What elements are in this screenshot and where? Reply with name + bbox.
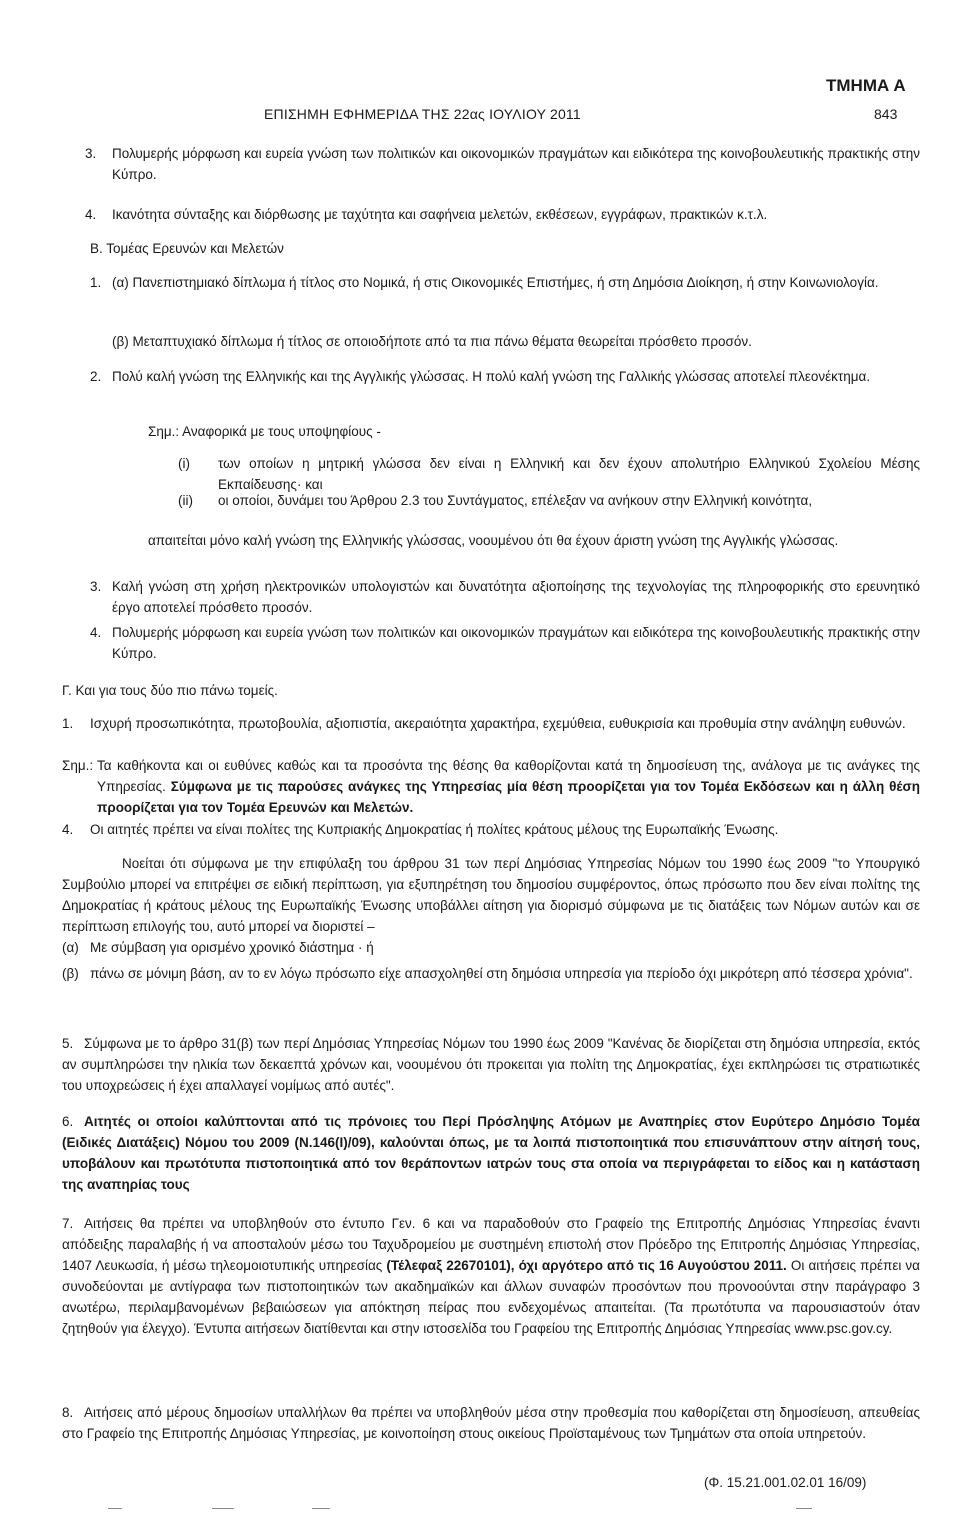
paragraph-text: Ισχυρή προσωπικότητα, πρωτοβουλία, αξιοπιστία, ακεραιότητα χαρακτήρα, εχεμύθεια, ευθυκρισία και προθυμία στην ανάληψη ευθυνών. <box>90 716 906 731</box>
paragraph-text: Πολύ καλή γνώση της Ελληνικής και της Αγγλικής γλώσσας. Η πολύ καλή γνώση της Γαλλικής γλώσσας αποτελεί πλεονέκτημα. <box>112 369 871 384</box>
item-number: 8. <box>62 1405 74 1420</box>
paragraph-text: οι οποίοι, δυνάμει του Άρθρου 2.3 του Συντάγματος, επέλεξαν να ανήκουν στην Ελληνική κοινότητα, <box>218 493 813 508</box>
subitem-number: (i) <box>178 456 190 471</box>
paragraph <box>90 713 920 734</box>
paragraph <box>62 1402 920 1444</box>
section-heading: Γ. Και για τους δύο πιο πάνω τομείς. <box>62 683 278 698</box>
gazette-title: ΕΠΙΣΗΜΗ ΕΦΗΜΕΡΙΔΑ ΤΗΣ 22ας ΙΟΥΛΙΟΥ 2011 <box>264 106 581 122</box>
paragraph <box>62 1111 920 1195</box>
file-reference: (Φ. 15.21.001.02.01 16/09) <box>704 1475 867 1490</box>
note-text: Τα καθήκοντα και οι ευθύνες καθώς και τα προσόντα της θέσης θα καθορίζονται κατά τη δημοσίευση της, ανάλογα με τις ανάγκες της Υπηρεσίας. <box>97 758 920 794</box>
section-heading: Β. Τομέας Ερευνών και Μελετών <box>90 241 284 256</box>
note <box>148 424 381 440</box>
paragraph-text: (β) Μεταπτυχιακό δίπλωμα ή τίτλος σε οποιοδήποτε από τα πια πάνω θέματα θεωρείται πρόσθετο προσόν. <box>112 334 752 349</box>
scan-speck <box>108 1508 122 1509</box>
paragraph <box>90 963 920 984</box>
paragraph-text: απαιτείται μόνο καλή γνώση της Ελληνικής γλώσσας, νοουμένου ότι θα έχουν άριστη γνώση της Αγγλικής γλώσσας. <box>148 533 839 548</box>
paragraph-text: Αιτήσεις από μέρους δημοσίων υπαλλήλων θα πρέπει να υποβληθούν μέσα στην προθεσμία που καθορίζεται στη δημοσίευση, απευθείας στο Γραφείο της Επιτροπής Δημόσιας Υπηρεσίας, με κοινοποίηση στους οικείους Προϊσταμένους των Τμημάτων στα οποία υπηρετούν. <box>62 1405 920 1441</box>
paragraph-text: πάνω σε μόνιμη βάση, αν το εν λόγω πρόσωπο είχε απασχοληθεί στη δημόσια υπηρεσία για περίοδο όχι μικρότερη από τέσσερα χρόνια". <box>90 966 913 981</box>
paragraph-text: Πολυμερής μόρφωση και ευρεία γνώση των πολιτικών και οικονομικών πραγμάτων και ειδικότερα της κοινοβουλευτικής πρακτικής στην Κύπρο. <box>112 625 920 661</box>
item-number: 4. <box>62 822 74 837</box>
scan-speck <box>796 1508 812 1509</box>
section-label: ΤΜΗΜΑ Α <box>826 76 906 95</box>
scan-speck <box>212 1508 234 1509</box>
paragraph <box>112 272 920 293</box>
paragraph-text: Ικανότητα σύνταξης και διόρθωσης με ταχύτητα και σαφήνεια μελετών, εκθέσεων, εγγράφων, πρακτικών κ.τ.λ. <box>112 207 768 222</box>
item-number: 3. <box>85 146 97 161</box>
paragraph-text: Καλή γνώση στη χρήση ηλεκτρονικών υπολογιστών και δυνατότητα αξιοποίησης της τεχνολογίας της πληροφορικής στο ερευνητικό έργο αποτελεί πρόσθετο προσόν. <box>112 579 920 615</box>
note-text: Αναφορικά με τους υποψηφίους - <box>182 424 381 439</box>
item-number: 4. <box>85 207 97 222</box>
deadline-text: (Τέλεφαξ 22670101), όχι αργότερο από τις 16 Αυγούστου 2011. <box>386 1258 787 1273</box>
paragraph <box>218 453 920 495</box>
paragraph <box>62 853 920 937</box>
note-label: Σημ.: <box>62 758 94 773</box>
paragraph-text: Με σύμβαση για ορισμένο χρονικό διάστημα · ή <box>90 940 374 955</box>
note-paragraph <box>97 755 920 818</box>
subitem-number: (α) <box>62 940 79 955</box>
note-bold-text: Σύμφωνα με τις παρούσες ανάγκες της Υπηρεσίας μία θέση προορίζεται για τον Τομέα Εκδόσεων και η άλλη θέση προορίζεται για τον Τομέα Ερευνών και Μελετών. <box>97 779 920 815</box>
paragraph-text: των οποίων η μητρική γλώσσα δεν είναι η Ελληνική και δεν έχουν απολυτήριο Ελληνικού Σχολείου Μέσης Εκπαίδευσης· και <box>218 456 920 492</box>
item-number: 1. <box>62 716 74 731</box>
paragraph <box>62 1033 920 1096</box>
item-number: 2. <box>90 369 102 384</box>
note-label: Σημ.: <box>148 424 180 439</box>
item-number: 6. <box>62 1114 74 1129</box>
paragraph-text: Αιτήσεις θα πρέπει να υποβληθούν στο έντυπο Γεν. 6 και να παραδοθούν στο Γραφείο της Επιτροπής Δημόσιας Υπηρεσίας έναντι απόδειξης παραλαβής ή να αποσταλούν μέσω του Ταχυδρομείου με συστημένη επιστολή στον Πρόεδρο της Επιτροπής Δημόσιας Υπηρεσίας, 1407 Λευκωσία, ή μέσω τηλεομοιοτυπικής υπηρεσίας <box>62 1216 920 1273</box>
paragraph <box>112 366 920 387</box>
paragraph-text: Σύμφωνα με το άρθρο 31(β) των περί Δημόσιας Υπηρεσίας Νόμων του 1990 έως 2009 "Κανένας δε διορίζεται στη δημόσια υπηρεσία, εκτός αν συμπληρώσει την ηλικία των δεκαεπτά χρόνων και, νοουμένου ότι προκειται για πολίτη της Δημοκρατίας, έχει εκπληρώσει τις στρατιωτικές του υποχρεώσεις ή έχει απαλλαγεί νομίμως από αυτές". <box>62 1036 920 1093</box>
item-number: 1. <box>90 275 102 290</box>
paragraph-text: (α) Πανεπιστημιακό δίπλωμα ή τίτλος στο Νομικά, ή στις Οικονομικές Επιστήμες, ή στη Δημόσια Διοίκηση, ή στην Κοινωνιολογία. <box>112 275 879 290</box>
scan-speck <box>312 1508 330 1509</box>
paragraph-text: Αιτητές οι οποίοι καλύπτονται από τις πρόνοιες του Περί Πρόσληψης Ατόμων με Αναπηρίες στον Ευρύτερο Δημόσιο Τομέα (Ειδικές Διατάξεις) Νόμου του 2009 (Ν.146(Ι)/09), καλούνται όπως, με τα λοιπά πιστοποιητικά που επισυνάπτουν στην αίτησή τους, υποβάλουν και πρωτότυπα πιστοποιητικά από τον θεράποντων ιατρών τους στα οποία να περιγράφεται το είδος και η κατάσταση της αναπηρίας τους <box>62 1114 920 1192</box>
paragraph-text: Οι αιτητές πρέπει να είναι πολίτες της Κυπριακής Δημοκρατίας ή πολίτες κράτους μέλους της Ευρωπαϊκής Ένωσης. <box>90 822 779 837</box>
page-number: 843 <box>874 106 898 122</box>
paragraph <box>148 530 920 551</box>
item-number: 4. <box>90 625 102 640</box>
item-number: 5. <box>62 1036 74 1051</box>
item-number: 7. <box>62 1216 74 1231</box>
paragraph-text: Νοείται ότι σύμφωνα με την επιφύλαξη του άρθρου 31 των περί Δημόσιας Υπηρεσίας Νόμων του 1990 έως 2009 "το Υπουργικό Συμβούλιο μπορεί να επιτρέψει σε ειδική περίπτωση, για εξυπηρέτηση του δημοσίου συμφέροντος, όπως πρόσωπο που δεν είναι πολίτης της Δημοκρατίας ή κράτους μέλους της Ευρωπαϊκής Ένωσης υποβάλλει αίτηση για διορισμό σύμφωνα με τις διατάξεις των Νόμων αυτών και σε περίπτωση επιλογής του, αυτό μπορεί να διοριστεί – <box>62 856 920 934</box>
paragraph <box>218 490 920 511</box>
item-number: 3. <box>90 579 102 594</box>
paragraph <box>112 143 920 185</box>
paragraph <box>62 1213 920 1339</box>
subitem-number: (β) <box>62 966 79 981</box>
paragraph <box>112 576 920 618</box>
subitem-number: (ii) <box>178 493 193 508</box>
paragraph-text: Πολυμερής μόρφωση και ευρεία γνώση των πολιτικών και οικονομικών πραγμάτων και ειδικότερα της κοινοβουλευτικής πρακτικής στην Κύπρο. <box>112 146 920 182</box>
paragraph-text: Οι αιτήσεις πρέπει να συνοδεύονται με αντίγραφα των πιστοποιητικών των ακαδημαϊκών και άλλων συναφών προσόντων που προνοούνται στην παράγραφο 3 ανωτέρω, περιλαμβανομένων βεβαιώσεων για απόκτηση πείρας που ενδεχομένως απαιτείται. (Τα πρωτότυπα να παρουσιαστούν όταν ζητηθούν για έλεγχο). Έντυπα αιτήσεων διατίθενται και στην ιστοσελίδα του Γραφείου της Επιτροπής Δημόσιας Υπηρεσίας www.psc.gov.cy. <box>62 1258 920 1336</box>
paragraph <box>112 622 920 664</box>
